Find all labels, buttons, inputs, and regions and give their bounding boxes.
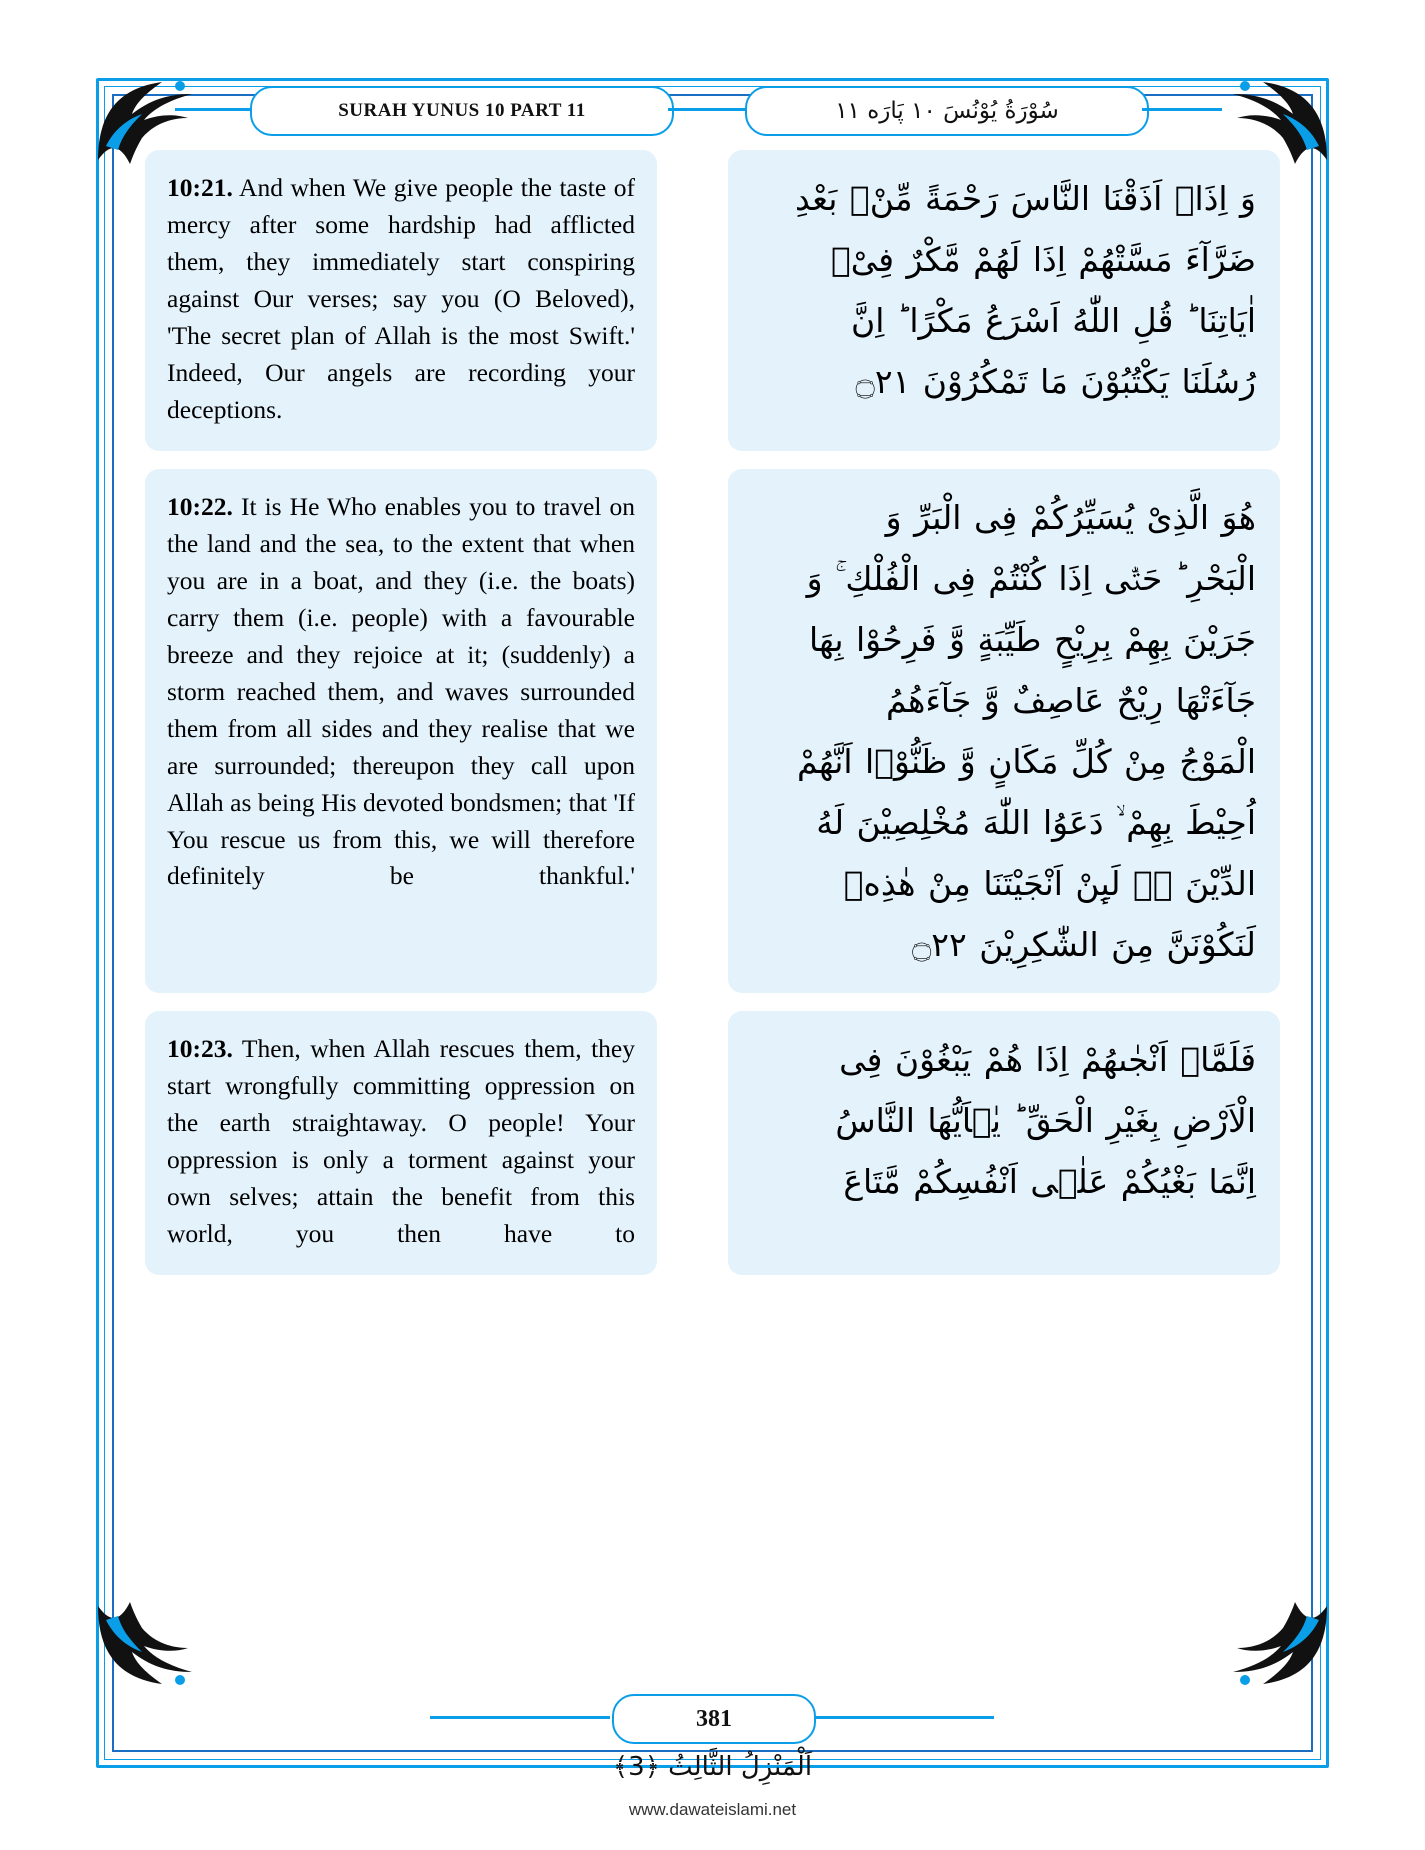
verse-list bbox=[145, 150, 1280, 1570]
surah-title-english: SURAH YUNUS 10 PART 11 bbox=[338, 100, 586, 121]
arabic-block bbox=[728, 469, 1280, 993]
arabic-line: جَآءَتْهَا رِیْحٌ عَاصِفٌ وَّ جَآءَهُمُ bbox=[885, 680, 1256, 720]
translation-text bbox=[167, 1031, 635, 1253]
arabic-line: الْاَرْضِ بِغَیْرِ الْحَقِّ ؕ یٰۤاَیُّهَا النَّاسُ bbox=[835, 1101, 1256, 1141]
page-number: 381 bbox=[612, 1694, 816, 1744]
verse-translation: Then, when Allah rescues them, they start wrongfully committing oppression on the earth straightaway. O people! Your oppression is only a torment against your own selves; attain the benefit from this world, you then have to bbox=[167, 1034, 635, 1248]
arabic-line: جَرَیْنَ بِهِمْ بِرِیْحٍ طَیِّبَةٍ وَّ فَرِحُوْا بِهَا bbox=[809, 619, 1256, 659]
verse-number: 10:22. bbox=[167, 491, 233, 521]
translation-text bbox=[167, 489, 635, 896]
arabic-line: اُحِیْطَ بِهِمْ ۙ دَعَوُا اللّٰهَ مُخْلِصِیْنَ لَهُ bbox=[816, 803, 1256, 843]
arabic-block bbox=[728, 1011, 1280, 1275]
arabic-text bbox=[748, 168, 1256, 412]
manzil-label: اَلْمَنْزِلُ الثَّالِثُ ﴿3﴾ bbox=[612, 1752, 813, 1782]
footer-rule-left bbox=[430, 1716, 610, 1719]
header-rule-right bbox=[1142, 108, 1222, 111]
surah-title-arabic: سُوْرَةُ يُوْنُسَ ١٠ پَارَه ١١ bbox=[835, 98, 1059, 124]
verse-translation: And when We give people the taste of mercy after some hardship had afflicted them, they immediately start conspiring against Our verses; say you (O Beloved), 'The secret plan of Allah is the most Swift.' Indeed, Our angels are recording your deceptions. bbox=[167, 173, 635, 424]
verse-row bbox=[145, 1011, 1280, 1275]
verse-number: 10:21. bbox=[167, 173, 233, 202]
website-label: www.dawateislami.net bbox=[628, 1800, 797, 1819]
surah-title-banner-arabic bbox=[745, 86, 1149, 136]
arabic-line: اٰیَاتِنَا ؕ قُلِ اللّٰهُ اَسْرَعُ مَكْرًا ؕ اِنَّ bbox=[850, 301, 1256, 341]
translation-text bbox=[167, 170, 635, 429]
translation-block bbox=[145, 469, 657, 993]
arabic-line: هُوَ الَّذِیْ یُسَیِّرُكُمْ فِی الْبَرِّ وَ bbox=[885, 497, 1256, 537]
verse-translation: It is He Who enables you to travel on the land and the sea, to the extent that when you are in a boat, and they (i.e. the boats) carry them (i.e. people) with a favourable breeze and they rejoice at it; (suddenly) a storm reached them, and waves surrounded them from all sides and they realise that we are surrounded; thereupon they call upon Allah as being His devoted bondsmen; that 'If You rescue us from this, we will therefore definitely be thankful.' bbox=[167, 491, 636, 891]
header-rule-middle bbox=[668, 108, 748, 111]
arabic-line: فَلَمَّاۤ اَنْجٰىهُمْ اِذَا هُمْ یَبْغُوْنَ فِی bbox=[839, 1040, 1256, 1080]
arabic-line: الدِّیْنَ ۚ۬ لَىِٕنْ اَنْجَیْتَنَا مِنْ هٰذِهٖ bbox=[843, 864, 1256, 904]
arabic-line: اِنَّمَا بَغْیُكُمْ عَلٰۤی اَنْفُسِكُمْ مَّتَاعَ bbox=[843, 1162, 1256, 1202]
arabic-text bbox=[748, 1029, 1256, 1212]
verse-row bbox=[145, 150, 1280, 451]
arabic-line: الْمَوْجُ مِنْ كُلِّ مَكَانٍ وَّ ظَنُّوْۤا اَنَّهُمْ bbox=[797, 741, 1256, 781]
translation-block bbox=[145, 1011, 657, 1275]
arabic-line: رُسُلَنَا یَكْتُبُوْنَ مَا تَمْكُرُوْنَ ۝۲۱ bbox=[855, 362, 1256, 402]
arabic-line: ضَرَّآءَ مَسَّتْهُمْ اِذَا لَهُمْ مَّكْرٌ فِیْۤ bbox=[830, 240, 1256, 280]
arabic-line: وَ اِذَاۤ اَذَقْنَا النَّاسَ رَحْمَةً مِّنْۢ بَعْدِ bbox=[794, 179, 1256, 218]
arabic-block bbox=[728, 150, 1280, 451]
verse-row bbox=[145, 469, 1280, 993]
footer-rule-right bbox=[814, 1716, 994, 1719]
arabic-line: لَنَكُوْنَنَّ مِنَ الشّٰكِرِیْنَ ۝۲۲ bbox=[911, 925, 1256, 965]
verse-number: 10:23. bbox=[167, 1034, 233, 1064]
arabic-line: الْبَحْرِ ؕ حَتّٰۤی اِذَا كُنْتُمْ فِی الْفُلْكِ ۚ وَ bbox=[806, 558, 1256, 598]
header-rule-left bbox=[175, 108, 253, 111]
surah-title-banner-english bbox=[250, 86, 674, 136]
arabic-text bbox=[748, 487, 1256, 975]
translation-block bbox=[145, 150, 657, 451]
